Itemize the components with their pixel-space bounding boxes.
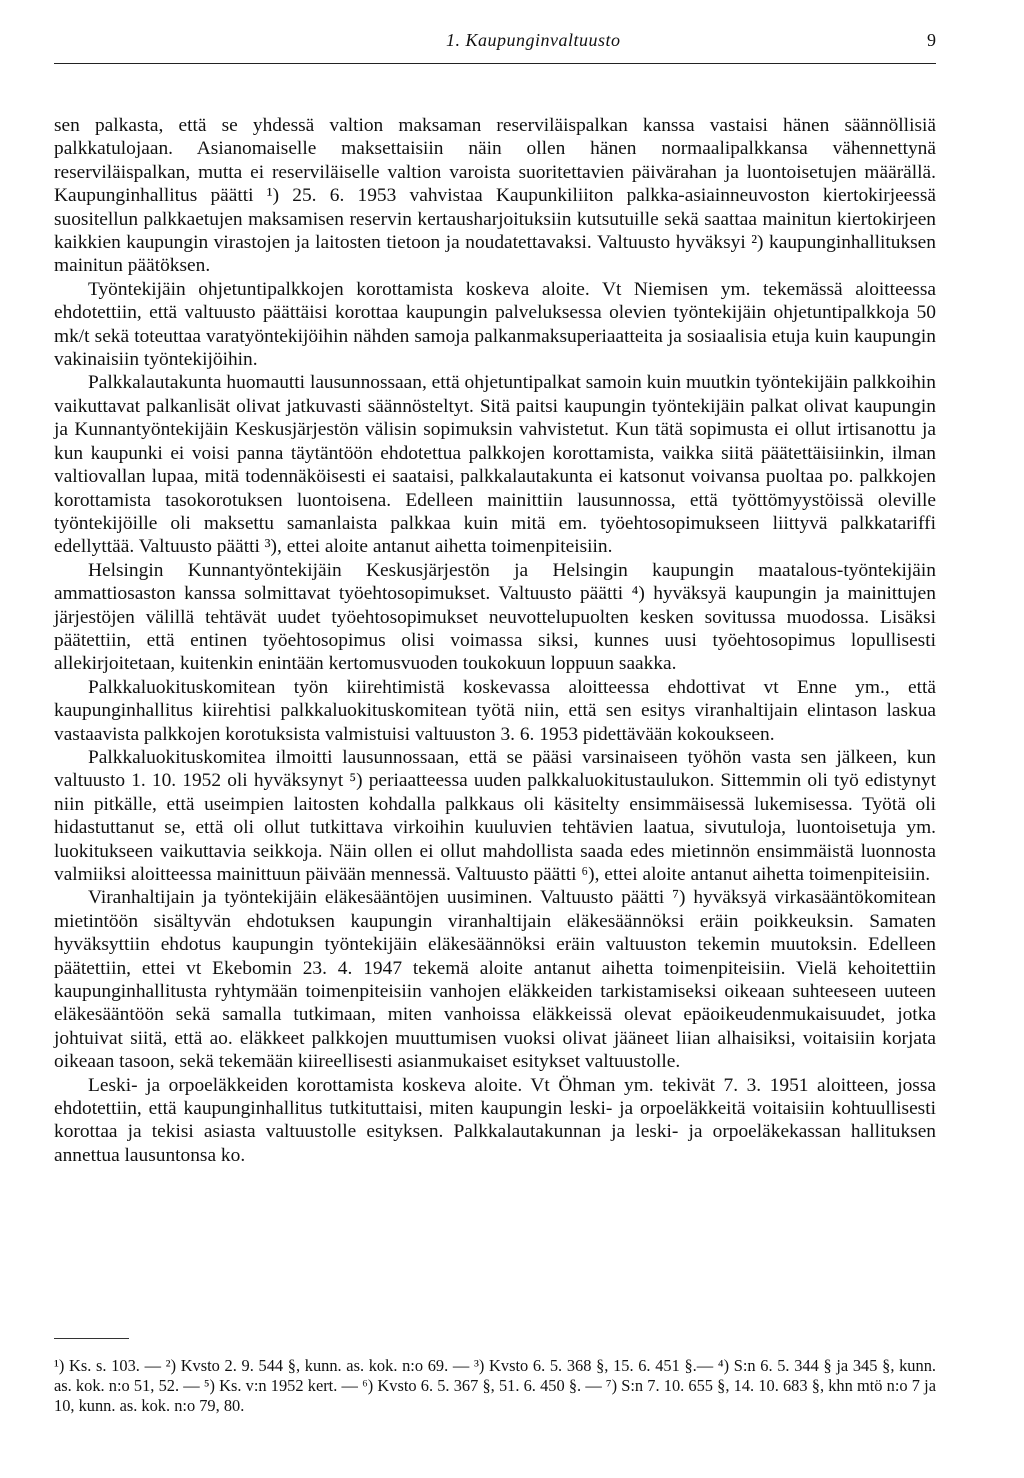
paragraph: Leski- ja orpoeläkkeiden korottamista koskeva aloite. Vt Öhman ym. tekivät 7. 3. 1951 aloitteen, jossa ehdotettiin, että kaupunginhallitus tutkituttaisi, miten kaupungin leski- ja orpoeläkkeitä voitaisiin kohtuullisesti korottaa ja tekisi asiasta valtuustolle esityksen. Palkkalautakunnan ja leski- ja orpoeläkekassan hallituksen annettua lausuntonsa ko. (54, 1074, 936, 1166)
paragraph: Palkkalautakunta huomautti lausunnossaan, että ohjetuntipalkat samoin kuin muutkin työntekijäin palkkoihin vaikuttavat palkanlisät olivat jatkuvasti säännösteltyt. Sitä paitsi kaupungin työntekijäin palkat olivat kaupungin ja Kunnantyöntekijäin Keskusjärjestön välisin sopimuksin vahvistetut. Kun tätä sopimusta ei ollut irtisanottu ja kun kaupunki ei voisi panna täytäntöön ehdotettua palkkojen korottamista, vaikka siitä päätettäisiinkin, ilman valtiovallan lupaa, mitä todennäköisesti ei saataisi, palkkalautakunta ei katsonut voivansa puoltaa po. palkkojen korottamista tasokorotuksen luontoisena. Edelleen mainittiin lausunnossa, että työttömyystöissä oleville työntekijöille oli maksettu samanlaista palkkaa kuin mitä em. työehtosopimukseen liittyvä palkkatariffi edellyttää. Valtuusto päätti ³), ettei aloite antanut aihetta toimenpiteisiin. (54, 372, 936, 558)
document-page (54, 30, 936, 1166)
paragraph: Työntekijäin ohjetuntipalkkojen korottamista koskeva aloite. Vt Niemisen ym. tekemässä aloitteessa ehdotettiin, että valtuusto päättäisi korottaa kaupungin palveluksessa olevien työntekijäin ohjetuntipalkkoja 50 mk/t sekä toteuttaa varatyöntekijöihin nähden samoja palkanmaksuperiaatteita ja sosiaalisia etuja kuin kaupungin vakinaisiin työntekijöihin. (54, 278, 936, 371)
header-rule (54, 63, 936, 64)
footnote-rule (54, 1338, 129, 1339)
paragraph: Palkkaluokituskomitea ilmoitti lausunnossaan, että se pääsi varsinaiseen työhön vasta sen jälkeen, kun valtuusto 1. 10. 1952 oli hyväksynyt ⁵) periaatteessa uuden palkkaluokitustaulukon. Sittemmin oli työ edistynyt niin pitkälle, että useimpien laitosten kohdalla palkkaus oli käsitelty ensimmäisessä lukemisessa. Työtä oli hidastuttanut se, että oli ollut tutkittava virkoihin kuuluvien tehtävien laatua, sivutuloja, luontoisetuja ym. luokitukseen vaikuttavia seikkoja. Näin ollen ei ollut mahdollista saada edes mietinnön ensimmäistä luonnosta valmiiksi aloitteessa mainittuun päivään mennessä. Valtuusto päätti ⁶), ettei aloite antanut aihetta toimenpiteisiin. (54, 746, 936, 885)
paragraph: Palkkaluokituskomitean työn kiirehtimistä koskevassa aloitteessa ehdottivat vt Enne ym., että kaupunginhallitus kiirehtisi palkkaluokituskomitean työtä niin, että sen esitys viranhaltijain elintason laskua vastaavista palkkojen korotuksista valmistuisi valtuuston 3. 6. 1953 pidettävään kokoukseen. (54, 676, 936, 745)
paragraph: Helsingin Kunnantyöntekijäin Keskusjärjestön ja Helsingin kaupungin maatalous-työntekijäin ammattiosaston kanssa solmittavat työehtosopimukset. Valtuusto päätti ⁴) hyväksyä kaupungin ja mainittujen järjestöjen välillä tehtävät uudet työehtosopimukset neuvottelupuolten kesken sovitussa muodossa. Lisäksi päätettiin, että entinen työehtosopimus olisi voimassa siksi, kunnes uusi työehtosopimus lopullisesti allekirjoitetaan, kuitenkin enintään kertomusvuoden toukokuun loppuun saakka. (54, 559, 936, 675)
paragraph: Viranhaltijain ja työntekijäin eläkesääntöjen uusiminen. Valtuusto päätti ⁷) hyväksyä virkasääntökomitean mietintöön sisältyvän ehdotuksen kaupungin viranhaltijain eläkesäännöksi eräin poikkeuksin. Samaten hyväksyttiin ehdotus kaupungin työntekijäin eläkesäännöksi eräin valtuuston tekemin muutoksin. Edelleen päätettiin, ettei vt Ekebomin 23. 4. 1947 tekemä aloite antanut aihetta toimenpiteisiin. Vielä kehoitettiin kaupunginhallitusta ryhtymään toimenpiteisiin vanhojen eläkkeiden tarkistamiseksi oikeaan suhteeseen uuteen eläkesääntöön sekä samalla tutkimaan, miten vanhoissa eläkkeissä olevat epäoikeudenmukaisuudet, jotka johtuivat siitä, että ao. eläkkeet palkkojen muuttumisen vuoksi olivat jääneet liian alhaisiksi, voitaisiin korjata oikeaan tasoon, sekä tekemään kiireellisesti asianmukaiset esitykset valtuustolle. (54, 887, 936, 1073)
footnotes: ¹) Ks. s. 103. — ²) Kvsto 2. 9. 544 §, kunn. as. kok. n:o 69. — ³) Kvsto 6. 5. 368 §, 15. 6. 451 §.— ⁴) S:n 6. 5. 344 § ja 345 §, kunn. as. kok. n:o 51, 52. — ⁵) Ks. v:n 1952 kert. — ⁶) Kvsto 6. 5. 367 §, 51. 6. 450 §. — ⁷) S:n 7. 10. 655 §, 14. 10. 683 §, khn mtö n:o 7 ja 10, kunn. as. kok. n:o 79, 80. (54, 1356, 936, 1415)
page-number: 9 (927, 30, 936, 50)
paragraph: sen palkasta, että se yhdessä valtion maksaman reserviläispalkan kanssa vastaisi hänen säännöllisiä palkkatulojaan. Asianomaiselle maksettaisiin näin ollen hänen normaalipalkkansa vähennettynä reserviläispalkan, mutta ei reserviläiselle valtion varoista suoritettavien päivärahan ja luontoisetujen määrällä. Kaupunginhallitus päätti ¹) 25. 6. 1953 vahvistaa Kaupunkiliiton palkka-asiainneuvoston kiertokirjeessä suositellun palkkaetujen maksamisen reservin kertausharjoituksiin kutsutuille sekä saattaa mainitun kiertokirjeen kaikkien kaupungin virastojen ja laitosten tietoon ja noudatettavaksi. Valtuusto hyväksyi ²) kaupunginhallituksen mainitun päätöksen. (54, 115, 936, 277)
running-title: 1. Kaupunginvaltuusto (446, 30, 621, 50)
page-header (54, 30, 936, 60)
body-text (54, 114, 936, 1167)
